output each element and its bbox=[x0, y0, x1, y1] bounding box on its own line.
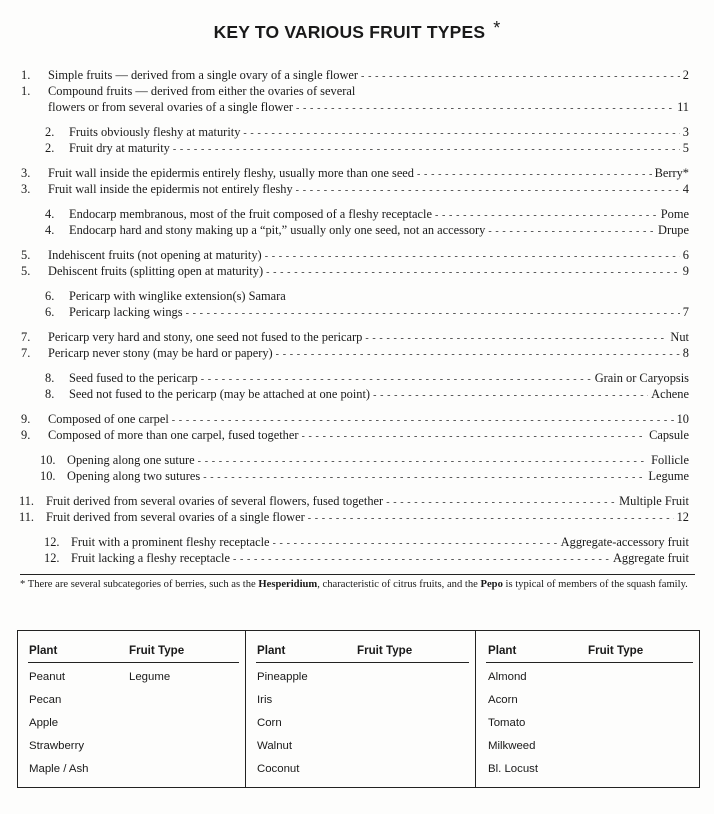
footnote: * There are several subcategories of berries, such as the Hesperidium, characteristic of citrus fruits, and the Pepo is typical of members of the squash family. bbox=[20, 574, 695, 591]
table-column bbox=[18, 631, 246, 788]
key-line: 9. Composed of one carpel - - - 10 bbox=[21, 412, 689, 428]
plant-cell: Pineapple bbox=[257, 671, 308, 683]
key-line: 6. Pericarp with winglike extension(s) Samara bbox=[45, 289, 286, 303]
key-line: 7. Pericarp very hard and stony, one seed not fused to the pericarp - - - Nut bbox=[21, 330, 689, 346]
key-line: 12. Fruit lacking a fleshy receptacle - - - Aggregate fruit bbox=[44, 551, 689, 567]
key-line: 1. Compound fruits — derived from either the ovaries of several bbox=[21, 84, 356, 98]
key-line: 8. Seed fused to the pericarp - - - Grain or Caryopsis bbox=[45, 371, 689, 387]
plant-cell: Milkweed bbox=[488, 740, 536, 752]
plant-header: Plant bbox=[257, 644, 286, 657]
key-line: 11. Fruit derived from several ovaries of a single flower - - - 12 bbox=[19, 510, 689, 526]
plant-cell: Apple bbox=[29, 717, 59, 729]
plant-cell: Bl. Locust bbox=[488, 763, 539, 775]
table-column bbox=[246, 631, 476, 788]
header-rule bbox=[28, 662, 239, 663]
plant-cell: Almond bbox=[488, 671, 527, 683]
plant-cell: Acorn bbox=[488, 694, 518, 706]
plant-cell: Walnut bbox=[257, 740, 293, 752]
plant-cell: Coconut bbox=[257, 763, 300, 775]
key-line: 5. Dehiscent fruits (splitting open at maturity) - - - 9 bbox=[21, 264, 689, 280]
key-line: 8. Seed not fused to the pericarp (may be attached at one point) - - - Achene bbox=[45, 387, 689, 403]
key-line: 10. Opening along two sutures - - - Legume bbox=[40, 469, 689, 485]
plant-cell: Maple / Ash bbox=[29, 763, 89, 775]
key-line: 10. Opening along one suture - - - Follicle bbox=[40, 453, 689, 469]
title-text: KEY TO VARIOUS FRUIT TYPES bbox=[213, 22, 486, 42]
key-line: 12. Fruit with a prominent fleshy receptacle - - - Aggregate-accessory fruit bbox=[44, 535, 689, 551]
table-column bbox=[476, 631, 700, 788]
key-line: 1. Simple fruits — derived from a single ovary of a single flower - - - 2 bbox=[21, 68, 689, 84]
key-line: 4. Endocarp membranous, most of the fruit composed of a fleshy receptacle - - - Pome bbox=[45, 207, 689, 223]
key-line: flowers or from several ovaries of a single flower - - - 11 bbox=[48, 100, 689, 116]
plant-cell: Corn bbox=[257, 717, 282, 729]
plant-cell: Peanut bbox=[29, 671, 66, 683]
key-line: 5. Indehiscent fruits (not opening at maturity) - - - 6 bbox=[21, 248, 689, 264]
key-line: 4. Endocarp hard and stony making up a “pit,” usually only one seed, not an accessory - - - Drupe bbox=[45, 223, 689, 239]
key-line: 6. Pericarp lacking wings - - - 7 bbox=[45, 305, 689, 321]
title-asterisk: * bbox=[493, 18, 501, 38]
plant-header: Plant bbox=[29, 644, 58, 657]
fruit-type-header: Fruit Type bbox=[357, 644, 413, 657]
key-line: 3. Fruit wall inside the epidermis not entirely fleshy - - - 4 bbox=[21, 182, 689, 198]
page-title bbox=[0, 18, 714, 43]
plant-cell: Iris bbox=[257, 694, 273, 706]
header-rule bbox=[256, 662, 469, 663]
key-line: 3. Fruit wall inside the epidermis entirely fleshy, usually more than one seed - - - Berry* bbox=[21, 166, 689, 182]
key-line: 7. Pericarp never stony (may be hard or papery) - - - 8 bbox=[21, 346, 689, 362]
key-line: 11. Fruit derived from several ovaries of several flowers, fused together - - - Multiple Fruit bbox=[19, 494, 689, 510]
plant-header: Plant bbox=[488, 644, 517, 657]
header-rule bbox=[486, 662, 693, 663]
fruit-type-header: Fruit Type bbox=[588, 644, 644, 657]
plant-cell: Strawberry bbox=[29, 740, 85, 752]
fruit-type-table bbox=[17, 630, 700, 788]
key-line: 2. Fruits obviously fleshy at maturity - - - 3 bbox=[45, 125, 689, 141]
fruit-type-header: Fruit Type bbox=[129, 644, 185, 657]
fruit-type-cell: Legume bbox=[129, 671, 171, 683]
plant-cell: Pecan bbox=[29, 694, 62, 706]
plant-cell: Tomato bbox=[488, 717, 526, 729]
key-line: 9. Composed of more than one carpel, fused together - - - Capsule bbox=[21, 428, 689, 444]
key-line: 2. Fruit dry at maturity - - - 5 bbox=[45, 141, 689, 157]
